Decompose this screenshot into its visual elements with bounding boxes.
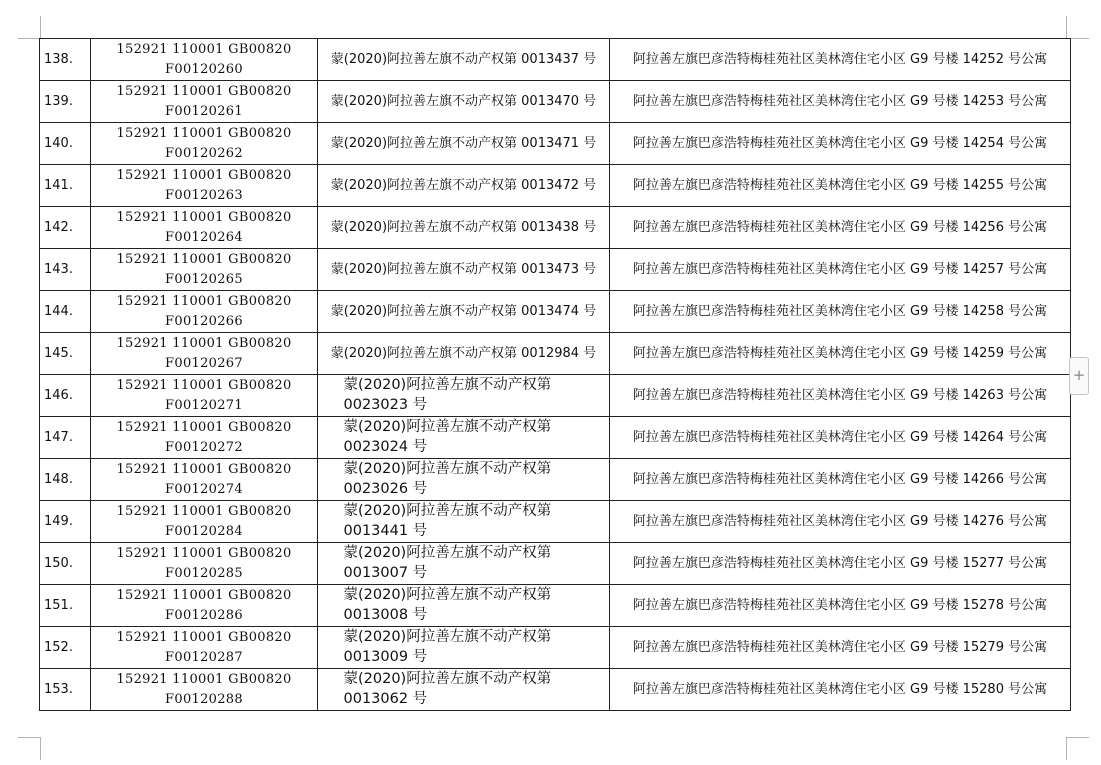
address-cell: 阿拉善左旗巴彦浩特梅桂苑社区美林湾住宅小区 G9 号楼 14258 号公寓 xyxy=(610,291,1071,333)
address-cell: 阿拉善左旗巴彦浩特梅桂苑社区美林湾住宅小区 G9 号楼 14259 号公寓 xyxy=(610,333,1071,375)
table-row xyxy=(40,123,1071,165)
certificate-cell xyxy=(318,585,610,627)
unit-code-cell xyxy=(91,627,318,669)
unit-code-line1: 152921 110001 GB00820 xyxy=(116,587,292,603)
unit-code-line2: F00120262 xyxy=(165,145,243,161)
table-row xyxy=(40,627,1071,669)
unit-code-cell xyxy=(91,165,318,207)
table-row xyxy=(40,165,1071,207)
table-row xyxy=(40,669,1071,711)
row-index: 147. xyxy=(40,417,91,459)
table-body xyxy=(40,39,1071,711)
certificate-cell xyxy=(318,123,610,165)
address-cell: 阿拉善左旗巴彦浩特梅桂苑社区美林湾住宅小区 G9 号楼 14266 号公寓 xyxy=(610,459,1071,501)
table-row xyxy=(40,375,1071,417)
certificate-number: 蒙(2020)阿拉善左旗不动产权第 0013471 号 xyxy=(330,135,597,151)
unit-code-line2: F00120287 xyxy=(165,649,243,665)
unit-code-cell xyxy=(91,459,318,501)
certificate-number: 蒙(2020)阿拉善左旗不动产权第 0013438 号 xyxy=(330,219,597,235)
table-row xyxy=(40,417,1071,459)
certificate-cell xyxy=(318,417,610,459)
certificate-number: 蒙(2020)阿拉善左旗不动产权第 0012984 号 xyxy=(330,345,597,361)
certificate-cell xyxy=(318,39,610,81)
table-row xyxy=(40,207,1071,249)
row-index: 149. xyxy=(40,501,91,543)
unit-code-cell xyxy=(91,81,318,123)
address-cell: 阿拉善左旗巴彦浩特梅桂苑社区美林湾住宅小区 G9 号楼 14254 号公寓 xyxy=(610,123,1071,165)
address-cell: 阿拉善左旗巴彦浩特梅桂苑社区美林湾住宅小区 G9 号楼 14264 号公寓 xyxy=(610,417,1071,459)
page-corner-mark-bottom-right xyxy=(1066,737,1089,760)
certificate-number: 蒙(2020)阿拉善左旗不动产权第 0013007 号 xyxy=(343,545,552,581)
unit-code-line1: 152921 110001 GB00820 xyxy=(116,209,292,225)
add-row-button[interactable] xyxy=(1069,357,1089,395)
certificate-cell xyxy=(318,375,610,417)
unit-code-line1: 152921 110001 GB00820 xyxy=(116,41,292,57)
certificate-number: 蒙(2020)阿拉善左旗不动产权第 0013009 号 xyxy=(343,629,552,665)
address-cell: 阿拉善左旗巴彦浩特梅桂苑社区美林湾住宅小区 G9 号楼 14257 号公寓 xyxy=(610,249,1071,291)
address-cell: 阿拉善左旗巴彦浩特梅桂苑社区美林湾住宅小区 G9 号楼 14255 号公寓 xyxy=(610,165,1071,207)
unit-code-line2: F00120260 xyxy=(165,61,243,77)
row-index: 151. xyxy=(40,585,91,627)
unit-code-line2: F00120288 xyxy=(165,691,243,707)
address-cell: 阿拉善左旗巴彦浩特梅桂苑社区美林湾住宅小区 G9 号楼 15279 号公寓 xyxy=(610,627,1071,669)
unit-code-line1: 152921 110001 GB00820 xyxy=(116,335,292,351)
table-row xyxy=(40,39,1071,81)
row-index: 141. xyxy=(40,165,91,207)
unit-code-line1: 152921 110001 GB00820 xyxy=(116,125,292,141)
unit-code-line2: F00120264 xyxy=(165,229,243,245)
certificate-cell xyxy=(318,543,610,585)
certificate-cell xyxy=(318,291,610,333)
unit-code-cell xyxy=(91,543,318,585)
unit-code-line2: F00120267 xyxy=(165,355,243,371)
certificate-number: 蒙(2020)阿拉善左旗不动产权第 0013470 号 xyxy=(330,93,597,109)
row-index: 138. xyxy=(40,39,91,81)
unit-code-line2: F00120284 xyxy=(165,523,243,539)
unit-code-line1: 152921 110001 GB00820 xyxy=(116,545,292,561)
unit-code-line2: F00120271 xyxy=(165,397,243,413)
certificate-cell xyxy=(318,459,610,501)
unit-code-cell xyxy=(91,585,318,627)
table-row xyxy=(40,585,1071,627)
unit-code-cell xyxy=(91,333,318,375)
unit-code-line2: F00120266 xyxy=(165,313,243,329)
unit-code-cell xyxy=(91,123,318,165)
unit-code-line2: F00120265 xyxy=(165,271,243,287)
row-index: 152. xyxy=(40,627,91,669)
certificate-number: 蒙(2020)阿拉善左旗不动产权第 0013062 号 xyxy=(343,671,552,707)
certificate-cell xyxy=(318,501,610,543)
page-corner-mark-top-left xyxy=(18,16,41,39)
unit-code-cell xyxy=(91,417,318,459)
unit-code-line1: 152921 110001 GB00820 xyxy=(116,503,292,519)
unit-code-line1: 152921 110001 GB00820 xyxy=(116,293,292,309)
address-cell: 阿拉善左旗巴彦浩特梅桂苑社区美林湾住宅小区 G9 号楼 14253 号公寓 xyxy=(610,81,1071,123)
certificate-cell xyxy=(318,165,610,207)
unit-code-line1: 152921 110001 GB00820 xyxy=(116,251,292,267)
row-index: 145. xyxy=(40,333,91,375)
table-row xyxy=(40,501,1071,543)
address-cell: 阿拉善左旗巴彦浩特梅桂苑社区美林湾住宅小区 G9 号楼 15278 号公寓 xyxy=(610,585,1071,627)
table-row xyxy=(40,333,1071,375)
certificate-number: 蒙(2020)阿拉善左旗不动产权第 0013441 号 xyxy=(343,503,552,539)
certificate-number: 蒙(2020)阿拉善左旗不动产权第 0023023 号 xyxy=(343,377,552,413)
row-index: 144. xyxy=(40,291,91,333)
unit-code-line1: 152921 110001 GB00820 xyxy=(116,377,292,393)
unit-code-line2: F00120263 xyxy=(165,187,243,203)
unit-code-line2: F00120274 xyxy=(165,481,243,497)
plus-icon: + xyxy=(1072,366,1086,384)
unit-code-line1: 152921 110001 GB00820 xyxy=(116,671,292,687)
certificate-number: 蒙(2020)阿拉善左旗不动产权第 0013472 号 xyxy=(330,177,597,193)
table-row xyxy=(40,543,1071,585)
address-cell: 阿拉善左旗巴彦浩特梅桂苑社区美林湾住宅小区 G9 号楼 14276 号公寓 xyxy=(610,501,1071,543)
unit-code-line1: 152921 110001 GB00820 xyxy=(116,83,292,99)
page-corner-mark-bottom-left xyxy=(18,737,41,760)
certificate-cell xyxy=(318,81,610,123)
certificate-number: 蒙(2020)阿拉善左旗不动产权第 0023024 号 xyxy=(343,419,552,455)
unit-code-line1: 152921 110001 GB00820 xyxy=(116,629,292,645)
unit-code-cell xyxy=(91,669,318,711)
address-cell: 阿拉善左旗巴彦浩特梅桂苑社区美林湾住宅小区 G9 号楼 14252 号公寓 xyxy=(610,39,1071,81)
address-cell: 阿拉善左旗巴彦浩特梅桂苑社区美林湾住宅小区 G9 号楼 15280 号公寓 xyxy=(610,669,1071,711)
certificate-number: 蒙(2020)阿拉善左旗不动产权第 0013473 号 xyxy=(330,261,597,277)
address-cell: 阿拉善左旗巴彦浩特梅桂苑社区美林湾住宅小区 G9 号楼 14256 号公寓 xyxy=(610,207,1071,249)
unit-code-cell xyxy=(91,291,318,333)
certificate-number: 蒙(2020)阿拉善左旗不动产权第 0013437 号 xyxy=(330,51,597,67)
unit-code-line1: 152921 110001 GB00820 xyxy=(116,461,292,477)
unit-code-cell xyxy=(91,207,318,249)
certificate-number: 蒙(2020)阿拉善左旗不动产权第 0013008 号 xyxy=(343,587,552,623)
table-row xyxy=(40,249,1071,291)
unit-code-line1: 152921 110001 GB00820 xyxy=(116,167,292,183)
unit-code-line2: F00120285 xyxy=(165,565,243,581)
address-cell: 阿拉善左旗巴彦浩特梅桂苑社区美林湾住宅小区 G9 号楼 15277 号公寓 xyxy=(610,543,1071,585)
unit-code-line2: F00120272 xyxy=(165,439,243,455)
row-index: 140. xyxy=(40,123,91,165)
unit-code-cell xyxy=(91,375,318,417)
certificate-cell xyxy=(318,249,610,291)
row-index: 146. xyxy=(40,375,91,417)
address-cell: 阿拉善左旗巴彦浩特梅桂苑社区美林湾住宅小区 G9 号楼 14263 号公寓 xyxy=(610,375,1071,417)
certificate-number: 蒙(2020)阿拉善左旗不动产权第 0013474 号 xyxy=(330,303,597,319)
row-index: 143. xyxy=(40,249,91,291)
row-index: 148. xyxy=(40,459,91,501)
unit-code-line1: 152921 110001 GB00820 xyxy=(116,419,292,435)
page-corner-mark-top-right xyxy=(1066,16,1089,39)
certificate-cell xyxy=(318,669,610,711)
unit-code-cell xyxy=(91,39,318,81)
property-table xyxy=(39,38,1071,711)
unit-code-cell xyxy=(91,249,318,291)
certificate-cell xyxy=(318,207,610,249)
unit-code-line2: F00120286 xyxy=(165,607,243,623)
table-row xyxy=(40,459,1071,501)
unit-code-line2: F00120261 xyxy=(165,103,243,119)
unit-code-cell xyxy=(91,501,318,543)
row-index: 142. xyxy=(40,207,91,249)
table-row xyxy=(40,81,1071,123)
row-index: 139. xyxy=(40,81,91,123)
row-index: 153. xyxy=(40,669,91,711)
table-row xyxy=(40,291,1071,333)
row-index: 150. xyxy=(40,543,91,585)
certificate-cell xyxy=(318,627,610,669)
certificate-cell xyxy=(318,333,610,375)
certificate-number: 蒙(2020)阿拉善左旗不动产权第 0023026 号 xyxy=(343,461,552,497)
